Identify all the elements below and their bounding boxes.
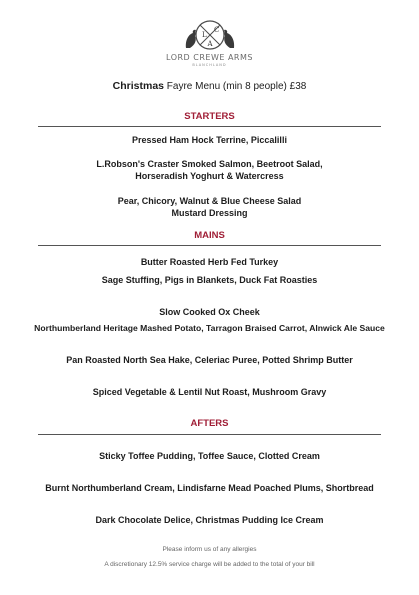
svg-text:C: C <box>213 26 219 34</box>
menu-item: Pressed Ham Hock Terrine, Piccalilli <box>132 135 287 145</box>
menu-item: Pear, Chicory, Walnut & Blue Cheese Salad <box>117 196 302 206</box>
menu-title-rest: Fayre Menu (min 8 people) £38 <box>166 81 307 92</box>
menu-item: Sticky Toffee Pudding, Toffee Sauce, Clotted Cream <box>99 451 320 461</box>
menu-item: Pan Roasted North Sea Hake, Celeriac Puree, Potted Shrimp Butter <box>66 355 353 365</box>
svg-text:A: A <box>207 40 213 48</box>
menu-item: Burnt Northumberland Cream, Lindisfarne Mead Poached Plums, Shortbread <box>45 483 374 493</box>
menu-item: Slow Cooked Ox Cheek <box>159 307 260 317</box>
section-divider <box>38 245 381 246</box>
menu-title <box>0 80 419 92</box>
menu-item: Spiced Vegetable & Lentil Nut Roast, Mushroom Gravy <box>92 387 327 397</box>
menu-item: Butter Roasted Herb Fed Turkey <box>140 257 279 267</box>
logo <box>0 18 419 67</box>
allergy-note: Please inform us of any allergies <box>162 546 257 553</box>
menu-item: Northumberland Heritage Mashed Potato, Tarragon Braised Carrot, Alnwick Ale Sauce <box>34 323 385 333</box>
menu-item: Horseradish Yoghurt & Watercress <box>135 171 284 181</box>
section-divider <box>38 434 381 435</box>
section-heading-afters: AFTERS <box>190 418 229 429</box>
menu-item: Dark Chocolate Delice, Christmas Pudding Ice Cream <box>95 515 324 525</box>
brand-name: LORD CREWE ARMS <box>166 53 253 62</box>
monogram-crest-icon <box>182 18 238 52</box>
section-heading-starters: STARTERS <box>184 111 235 122</box>
menu-item: Sage Stuffing, Pigs in Blankets, Duck Fat Roasties <box>101 275 318 285</box>
service-charge-note: A discretionary 12.5% service charge will be added to the total of your bill <box>104 561 315 568</box>
section-heading-mains: MAINS <box>194 230 225 241</box>
menu-title-first: Christmas <box>112 80 165 92</box>
svg-text:L: L <box>201 31 207 39</box>
brand-location: BLANCHLAND <box>192 63 227 67</box>
menu-item: L.Robson's Craster Smoked Salmon, Beetroot Salad, <box>96 159 323 169</box>
menu-item: Mustard Dressing <box>171 208 248 218</box>
section-divider <box>38 126 381 127</box>
